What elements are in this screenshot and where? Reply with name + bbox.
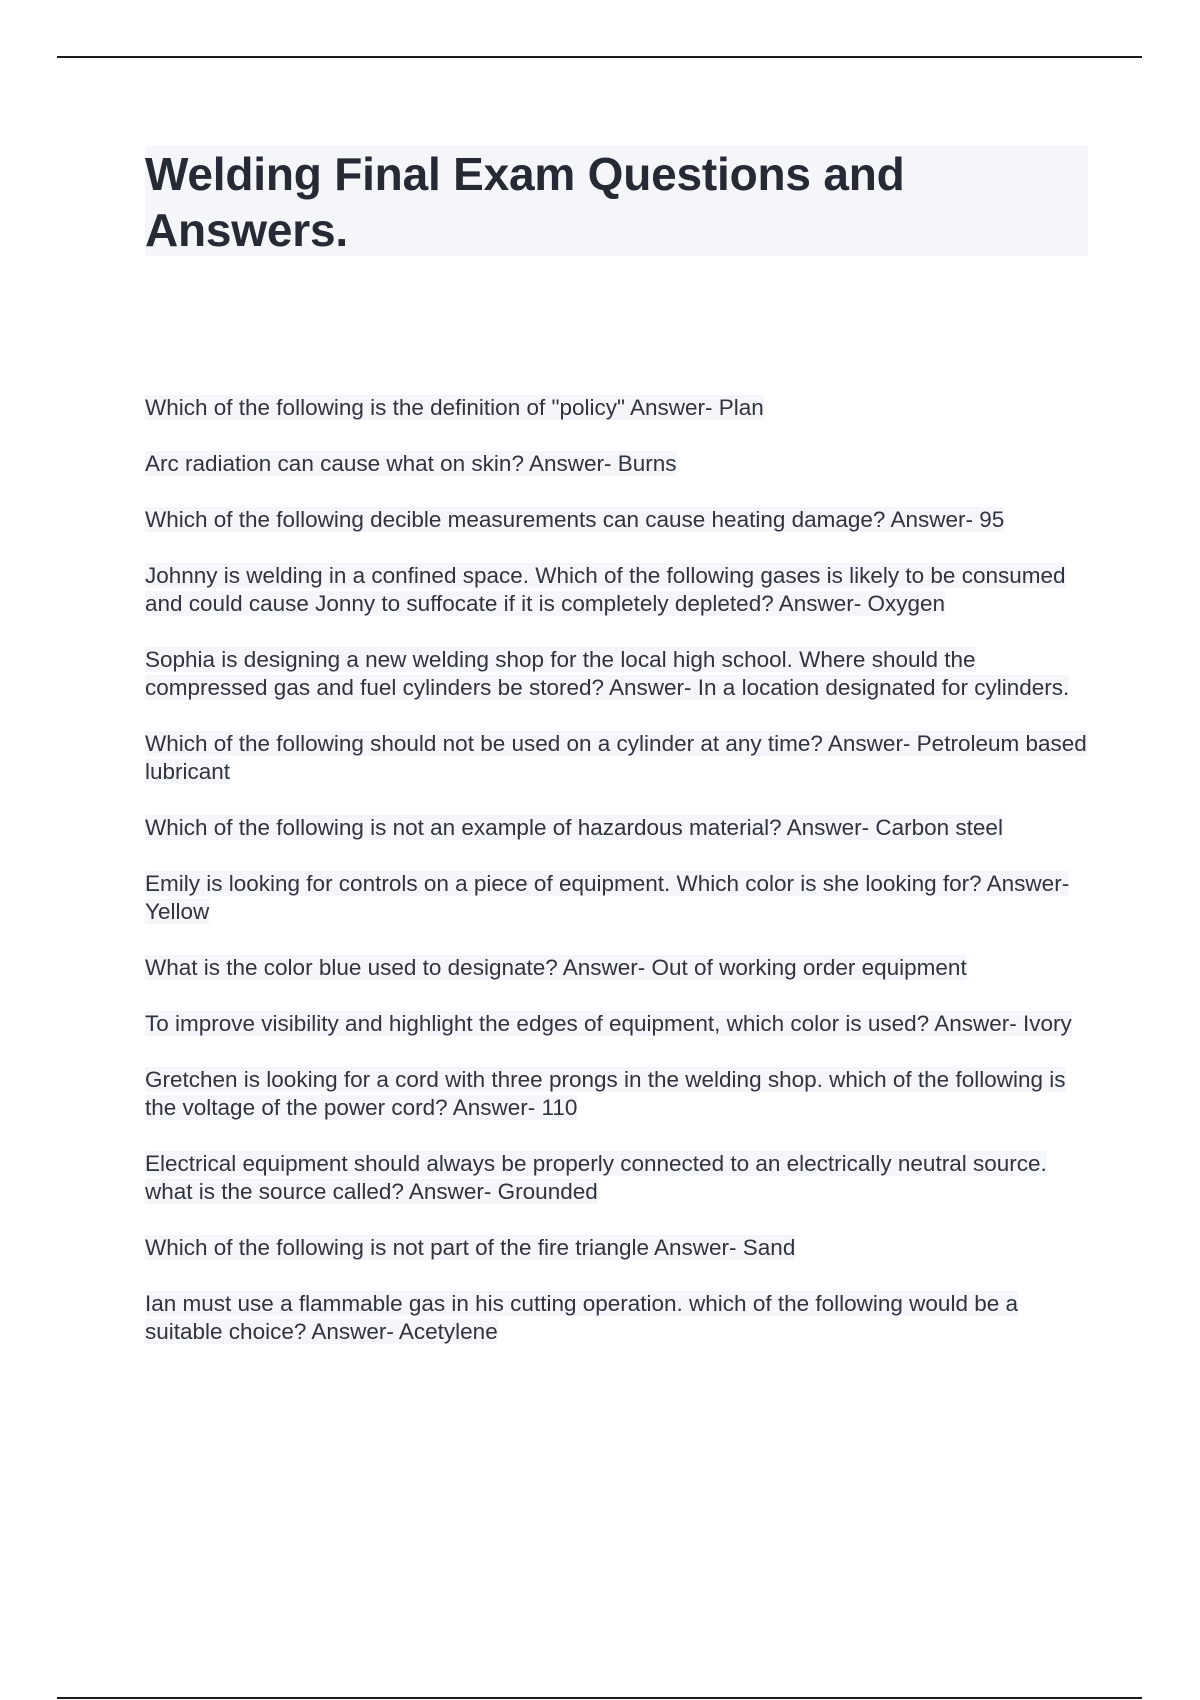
qa-text: Which of the following decible measurements can cause heating damage? Answer- 95 — [145, 507, 1005, 532]
qa-item — [145, 730, 1090, 786]
qa-item — [145, 814, 1090, 842]
qa-text: Emily is looking for controls on a piece of equipment. Which color is she looking for? Answer- Yellow — [145, 871, 1070, 924]
qa-list — [145, 394, 1090, 1374]
qa-item — [145, 1010, 1090, 1038]
qa-text: Which of the following should not be used on a cylinder at any time? Answer- Petroleum based lubricant — [145, 731, 1087, 784]
top-rule — [57, 56, 1142, 58]
qa-text: Ian must use a flammable gas in his cutting operation. which of the following would be a suitable choice? Answer- Acetylene — [145, 1291, 1018, 1344]
qa-text: Sophia is designing a new welding shop for the local high school. Where should the compressed gas and fuel cylinders be stored? Answer- In a location designated for cylinders. — [145, 647, 1070, 700]
qa-text: To improve visibility and highlight the edges of equipment, which color is used? Answer- Ivory — [145, 1011, 1072, 1036]
qa-item — [145, 1150, 1090, 1206]
qa-text: What is the color blue used to designate? Answer- Out of working order equipment — [145, 955, 967, 980]
qa-item — [145, 1234, 1090, 1262]
qa-text: Arc radiation can cause what on skin? Answer- Burns — [145, 451, 677, 476]
qa-item — [145, 506, 1090, 534]
qa-item — [145, 954, 1090, 982]
qa-text: Gretchen is looking for a cord with three prongs in the welding shop. which of the following is the voltage of the power cord? Answer- 110 — [145, 1067, 1066, 1120]
qa-item — [145, 394, 1090, 422]
qa-text: Electrical equipment should always be properly connected to an electrically neutral source. what is the source called? Answer- Grounded — [145, 1151, 1047, 1204]
qa-item — [145, 1290, 1090, 1346]
qa-item — [145, 646, 1090, 702]
page-title: Welding Final Exam Questions and Answers. — [145, 148, 905, 256]
qa-item — [145, 562, 1090, 618]
qa-item — [145, 450, 1090, 478]
title-block — [145, 146, 1088, 256]
qa-text: Which of the following is not part of the fire triangle Answer- Sand — [145, 1235, 796, 1260]
qa-text: Johnny is welding in a confined space. Which of the following gases is likely to be consumed and could cause Jonny to suffocate if it is completely depleted? Answer- Oxygen — [145, 563, 1066, 616]
bottom-rule — [57, 1697, 1142, 1699]
qa-item — [145, 1066, 1090, 1122]
qa-text: Which of the following is not an example of hazardous material? Answer- Carbon steel — [145, 815, 1003, 840]
qa-text: Which of the following is the definition of "policy" Answer- Plan — [145, 395, 764, 420]
qa-item — [145, 870, 1090, 926]
